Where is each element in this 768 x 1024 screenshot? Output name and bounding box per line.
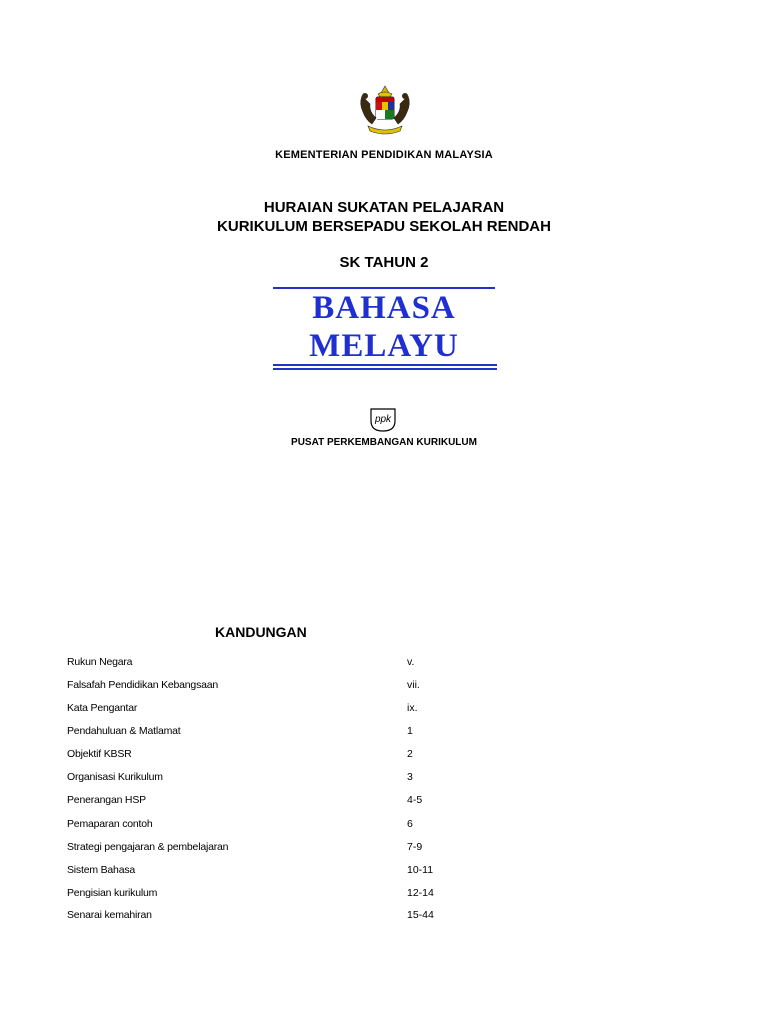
school-year: SK TAHUN 2 (339, 254, 429, 271)
toc-entry (0, 702, 768, 718)
toc-entry-label: Rukun Negara (67, 656, 133, 668)
toc-entry-label: Organisasi Kurikulum (67, 771, 163, 783)
toc-entry-page: 10-11 (407, 864, 434, 876)
toc-entry-label: Penerangan HSP (67, 794, 146, 806)
toc-entry-label: Pengisian kurikulum (67, 887, 158, 899)
curriculum-centre-name: PUSAT PERKEMBANGAN KURIKULUM (291, 437, 477, 448)
toc-entry-label: Pendahuluan & Matlamat (67, 725, 181, 737)
title-rule-bottom-double (273, 368, 497, 370)
toc-entry-page: 3 (407, 771, 413, 783)
subject-title-line1: BAHASA (312, 290, 456, 326)
toc-entry-page: 2 (407, 748, 413, 760)
toc-entry-page: ix. (407, 702, 418, 714)
toc-entry (0, 771, 768, 787)
malaysia-coat-of-arms-icon (354, 84, 416, 138)
title-rule-bottom (273, 364, 497, 366)
toc-entry (0, 864, 768, 880)
toc-entry (0, 748, 768, 764)
toc-entry-label: Sistem Bahasa (67, 864, 136, 876)
toc-entry-label: Kata Pengantar (67, 702, 138, 714)
toc-entry-page: v. (407, 656, 415, 668)
toc-entry-label: Strategi pengajaran & pembelajaran (67, 841, 229, 853)
toc-entry-page: 1 (407, 725, 413, 737)
document-heading-line1: HURAIAN SUKATAN PELAJARAN (263, 199, 505, 216)
toc-entry (0, 794, 768, 810)
toc-entry-label: Senarai kemahiran (67, 909, 152, 921)
toc-entry (0, 818, 768, 834)
svg-text:ppk: ppk (374, 414, 392, 425)
toc-entry (0, 725, 768, 741)
toc-entry (0, 679, 768, 695)
toc-title: KANDUNGAN (215, 624, 307, 640)
toc-entry-label: Falsafah Pendidikan Kebangsaan (67, 679, 219, 691)
toc-entry-page: 7-9 (407, 841, 423, 853)
toc-entry (0, 887, 768, 903)
ministry-name: KEMENTERIAN PENDIDIKAN MALAYSIA (275, 149, 493, 161)
toc-entry (0, 841, 768, 857)
toc-entry-label: Objektif KBSR (67, 748, 132, 760)
toc-entry (0, 656, 768, 672)
toc-entry-page: 12-14 (407, 887, 434, 899)
toc-entry-page: 4-5 (407, 794, 423, 806)
toc-entry-page: vii. (407, 679, 420, 691)
toc-entry (0, 909, 768, 925)
title-rule-top (273, 287, 495, 289)
toc-entry-page: 6 (407, 818, 413, 830)
ppk-logo-icon (367, 407, 399, 433)
toc-entry-page: 15-44 (407, 909, 434, 921)
subject-title-line2: MELAYU (309, 328, 459, 364)
document-heading-line2: KURIKULUM BERSEPADU SEKOLAH RENDAH (217, 218, 551, 235)
toc-entry-label: Pemaparan contoh (67, 818, 153, 830)
